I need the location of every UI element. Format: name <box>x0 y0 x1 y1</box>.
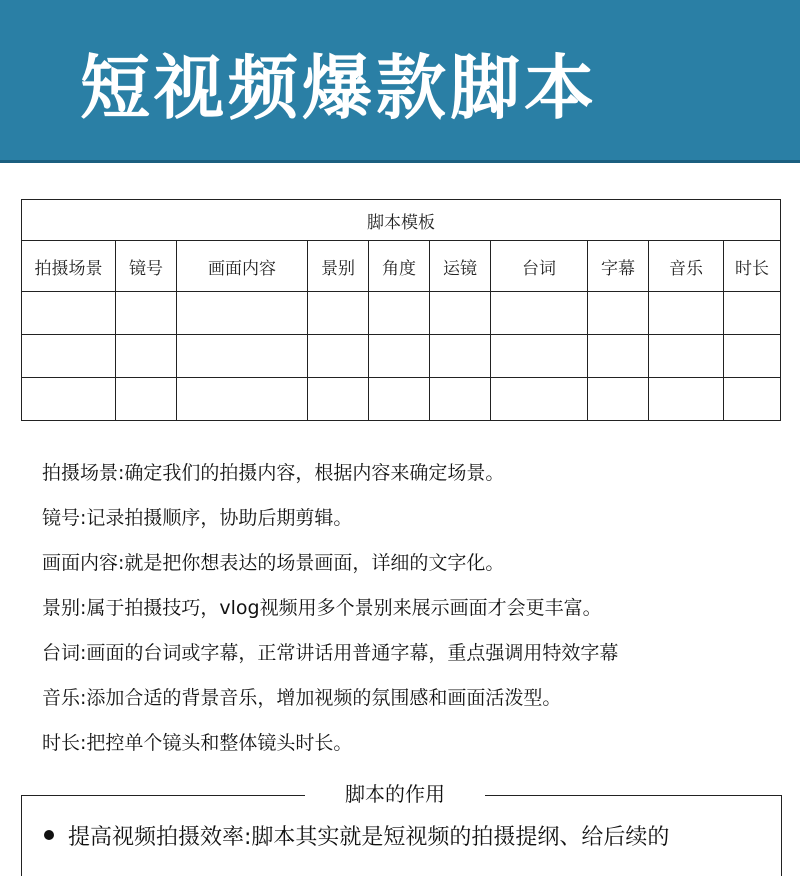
column-header: 角度 <box>369 241 430 292</box>
definition-item: 台词:画面的台词或字幕，正常讲话用普通字幕，重点强调用特效字幕 <box>42 642 619 664</box>
table-cell <box>724 378 781 421</box>
table-row <box>22 292 781 335</box>
table-cell <box>308 292 369 335</box>
purpose-bullet-text: 提高视频拍摄效率:脚本其实就是短视频的拍摄提纲、给后续的 <box>68 825 670 850</box>
table-cell <box>116 292 177 335</box>
table-cell <box>22 335 116 378</box>
column-header: 音乐 <box>649 241 724 292</box>
table-cell <box>649 335 724 378</box>
table-row <box>22 378 781 421</box>
table-cell <box>491 292 588 335</box>
column-header: 拍摄场景 <box>22 241 116 292</box>
column-header: 画面内容 <box>177 241 308 292</box>
table-cell <box>116 335 177 378</box>
definitions-list <box>42 451 782 766</box>
table-cell <box>588 378 649 421</box>
table-cell <box>588 292 649 335</box>
table-cell <box>724 335 781 378</box>
table-cell <box>369 292 430 335</box>
table-cell <box>308 335 369 378</box>
definition-item: 镜号:记录拍摄顺序，协助后期剪辑。 <box>42 507 353 529</box>
definition-item: 时长:把控单个镜头和整体镜头时长。 <box>42 732 353 754</box>
table-cell <box>724 292 781 335</box>
column-header: 台词 <box>491 241 588 292</box>
column-header: 时长 <box>724 241 781 292</box>
definition-item: 画面内容:就是把你想表达的场景画面，详细的文字化。 <box>42 552 505 574</box>
column-header: 镜号 <box>116 241 177 292</box>
table-row <box>22 335 781 378</box>
column-header: 景别 <box>308 241 369 292</box>
definition-item: 景别:属于拍摄技巧，vlog视频用多个景别来展示画面才会更丰富。 <box>42 597 602 619</box>
table-cell <box>649 292 724 335</box>
definition-item: 拍摄场景:确定我们的拍摄内容，根据内容来确定场景。 <box>42 462 505 484</box>
table-cell <box>649 378 724 421</box>
column-header: 运镜 <box>430 241 491 292</box>
table-cell <box>116 378 177 421</box>
purpose-title: 脚本的作用 <box>305 778 485 810</box>
table-cell <box>588 335 649 378</box>
bullet-icon <box>44 830 54 840</box>
table-cell <box>177 378 308 421</box>
table-cell <box>430 378 491 421</box>
table-cell <box>177 335 308 378</box>
table-cell <box>369 335 430 378</box>
table-header-row <box>22 241 781 292</box>
purpose-bullet-item <box>44 822 780 854</box>
page-title: 短视频爆款脚本 <box>80 46 598 129</box>
table-cell <box>308 378 369 421</box>
table-cell <box>177 292 308 335</box>
table-cell <box>22 378 116 421</box>
table-cell <box>369 378 430 421</box>
table-cell <box>491 335 588 378</box>
column-header: 字幕 <box>588 241 649 292</box>
header-banner <box>0 0 800 163</box>
table-cell <box>430 335 491 378</box>
table-cell <box>430 292 491 335</box>
table-cell <box>22 292 116 335</box>
definition-item: 音乐:添加合适的背景音乐，增加视频的氛围感和画面活泼型。 <box>42 687 562 709</box>
table-caption: 脚本模板 <box>22 200 781 241</box>
table-cell <box>491 378 588 421</box>
script-template-table <box>21 199 781 421</box>
